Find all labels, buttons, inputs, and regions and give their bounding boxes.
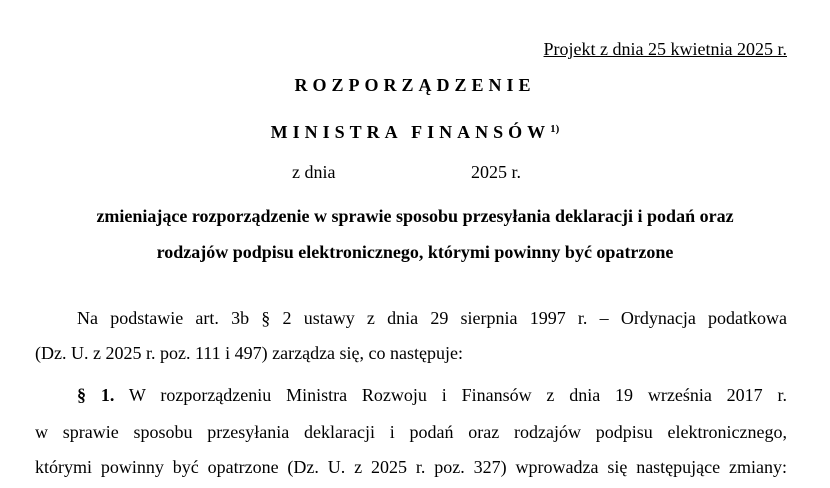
- preamble-line-2: (Dz. U. z 2025 r. poz. 111 i 497) zarządza się, co następuje:: [35, 343, 464, 363]
- document-type: ROZPORZĄDZENIE: [294, 75, 536, 95]
- section-1-line-3: którymi powinny być opatrzone (Dz. U. z 2025 r. poz. 327) wprowadza się następujące zmiany:: [35, 457, 787, 477]
- section-1-label: § 1.: [77, 385, 115, 405]
- date-prefix: z dnia: [292, 162, 336, 182]
- section-1-line-1: [77, 384, 787, 406]
- authority: MINISTRA FINANSÓW: [270, 122, 551, 142]
- section-1-text: W rozporządzeniu Ministra Rozwoju i Finansów z dnia 19 września 2017 r.: [128, 385, 787, 405]
- subject-line-1: zmieniające rozporządzenie w sprawie sposobu przesyłania deklaracji i podań oraz: [96, 206, 734, 226]
- subject-line-2: rodzajów podpisu elektronicznego, którymi powinny być opatrzone: [156, 242, 674, 262]
- project-date: Projekt z dnia 25 kwietnia 2025 r.: [543, 39, 787, 59]
- authority-heading: [0, 118, 830, 143]
- footnote-mark: 1): [550, 123, 560, 135]
- section-1-line-2: w sprawie sposobu przesyłania deklaracji i podań oraz rodzajów podpisu elektronicznego,: [35, 422, 787, 442]
- preamble-line-1: Na podstawie art. 3b § 2 ustawy z dnia 29 sierpnia 1997 r. – Ordynacja podatkowa: [77, 308, 787, 328]
- date-year: 2025 r.: [471, 162, 522, 182]
